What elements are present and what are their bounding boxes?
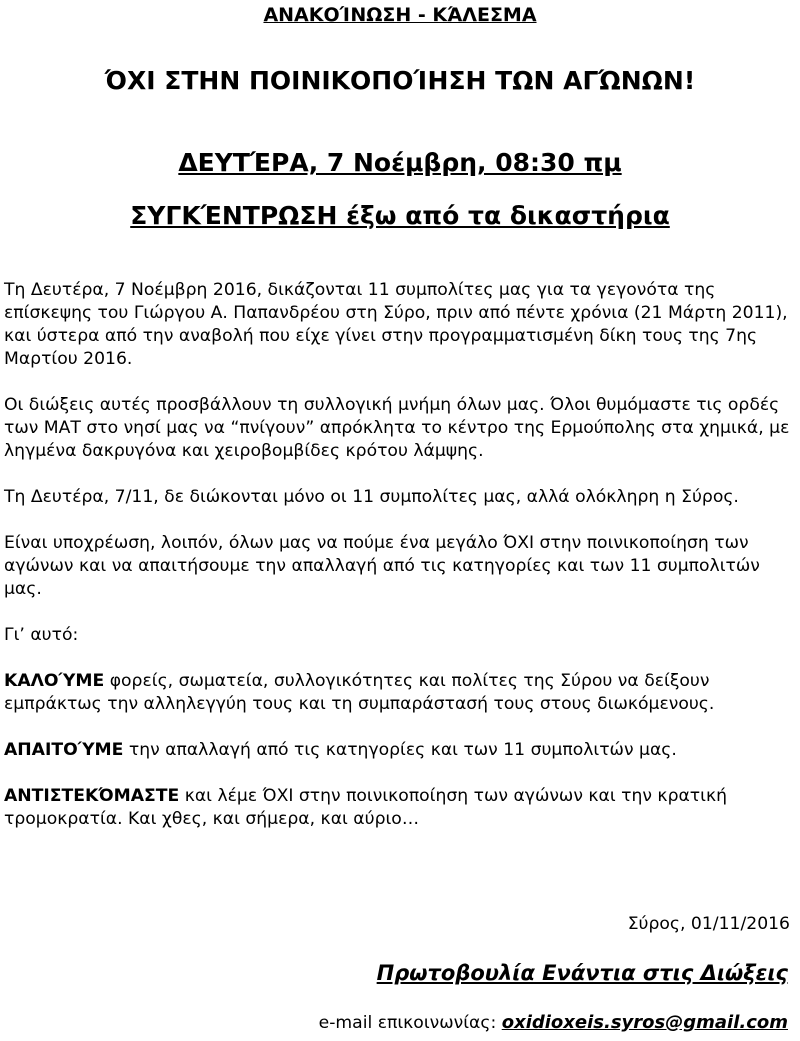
demand-text: την απαλλαγή από τις κατηγορίες και των 11 συμπολιτών μας. <box>123 740 677 760</box>
call-keyword: ΚΑΛΟΎΜΕ <box>4 671 105 691</box>
resist-keyword: ΑΝΤΙΣΤΕΚΌΜΑΣΤΕ <box>4 786 180 806</box>
paragraph-therefore: Γι’ αυτό: <box>4 625 79 645</box>
main-title: ΌΧΙ ΣΤΗΝ ΠΟΙΝΙΚΟΠΟΊΗΣΗ ΤΩΝ ΑΓΏΝΩΝ! <box>104 66 696 95</box>
paragraph-collective-memory: Οι διώξεις αυτές προσβάλλουν τη συλλογική μνήμη όλων μας. Όλοι θυμόμαστε τις ορδές των ΜΑΤ στο νησί μας να “πνίγουν” απρόκλητα το κέντρο της Ερμούπολης στα χημικά, με ληγμένα δακρυγόνα και χειροβομβίδες κρότου λάμψης. <box>4 395 790 461</box>
paragraph-trial-info: Τη Δευτέρα, 7 Νοέμβρη 2016, δικάζονται 11 συμπολίτες μας για τα γεγονότα της επίσκεψης του Γιώργου Α. Παπανδρέου στη Σύρο, πριν από πέντε χρόνια (21 Μάρτη 2011), και ύστερα από την αναβολή που είχε γίνει στην προγραμματισμένη δίκη τους της 7ης Μαρτίου 2016. <box>4 280 788 369</box>
paragraph-all-syros: Τη Δευτέρα, 7/11, δε διώκονται μόνο οι 11 συμπολίτες μας, αλλά ολόκληρη η Σύρος. <box>4 487 739 507</box>
paragraph-demand <box>4 739 792 762</box>
email-label: e-mail επικοινωνίας: <box>318 1013 502 1033</box>
announcement-body <box>4 279 792 854</box>
place-date: Σύρος, 01/11/2016 <box>627 914 790 934</box>
email-link[interactable]: oxidioxeis.syros@gmail.com <box>501 1012 788 1033</box>
paragraph-call <box>4 670 792 716</box>
event-date-time: ΔΕΥΤΈΡΑ, 7 Νοέμβρη, 08:30 πμ <box>178 148 622 177</box>
announcement-heading: ΑΝΑΚΟΊΝΩΣΗ - ΚΆΛΕΣΜΑ <box>263 4 537 26</box>
paragraph-obligation: Είναι υποχρέωση, λοιπόν, όλων μας να πούμε ένα μεγάλο ΌΧΙ στην ποινικοποίηση των αγώνων και να απαιτήσουμε την απαλλαγή από τις κατηγορίες και των 11 συμπολιτών μας. <box>4 533 760 599</box>
organization-signature: Πρωτοβουλία Ενάντια στις Διώξεις <box>376 961 788 985</box>
paragraph-resist <box>4 785 792 831</box>
resist-text: και λέμε ΌΧΙ στην ποινικοποίηση των αγώνων και την κρατική τρομοκρατία. Και χθες, και σήμερα, και αύριο… <box>4 786 727 829</box>
demand-keyword: ΑΠΑΙΤΟΎΜΕ <box>4 740 124 760</box>
contact-email-line <box>319 1012 788 1033</box>
event-location: ΣΥΓΚΈΝΤΡΩΣΗ έξω από τα δικαστήρια <box>130 201 670 230</box>
call-text: φορείς, σωματεία, συλλογικότητες και πολίτες της Σύρου να δείξουν εμπράκτως την αλληλεγγύη τους και τη συμπαράστασή τους στους διωκόμενους. <box>4 671 715 714</box>
